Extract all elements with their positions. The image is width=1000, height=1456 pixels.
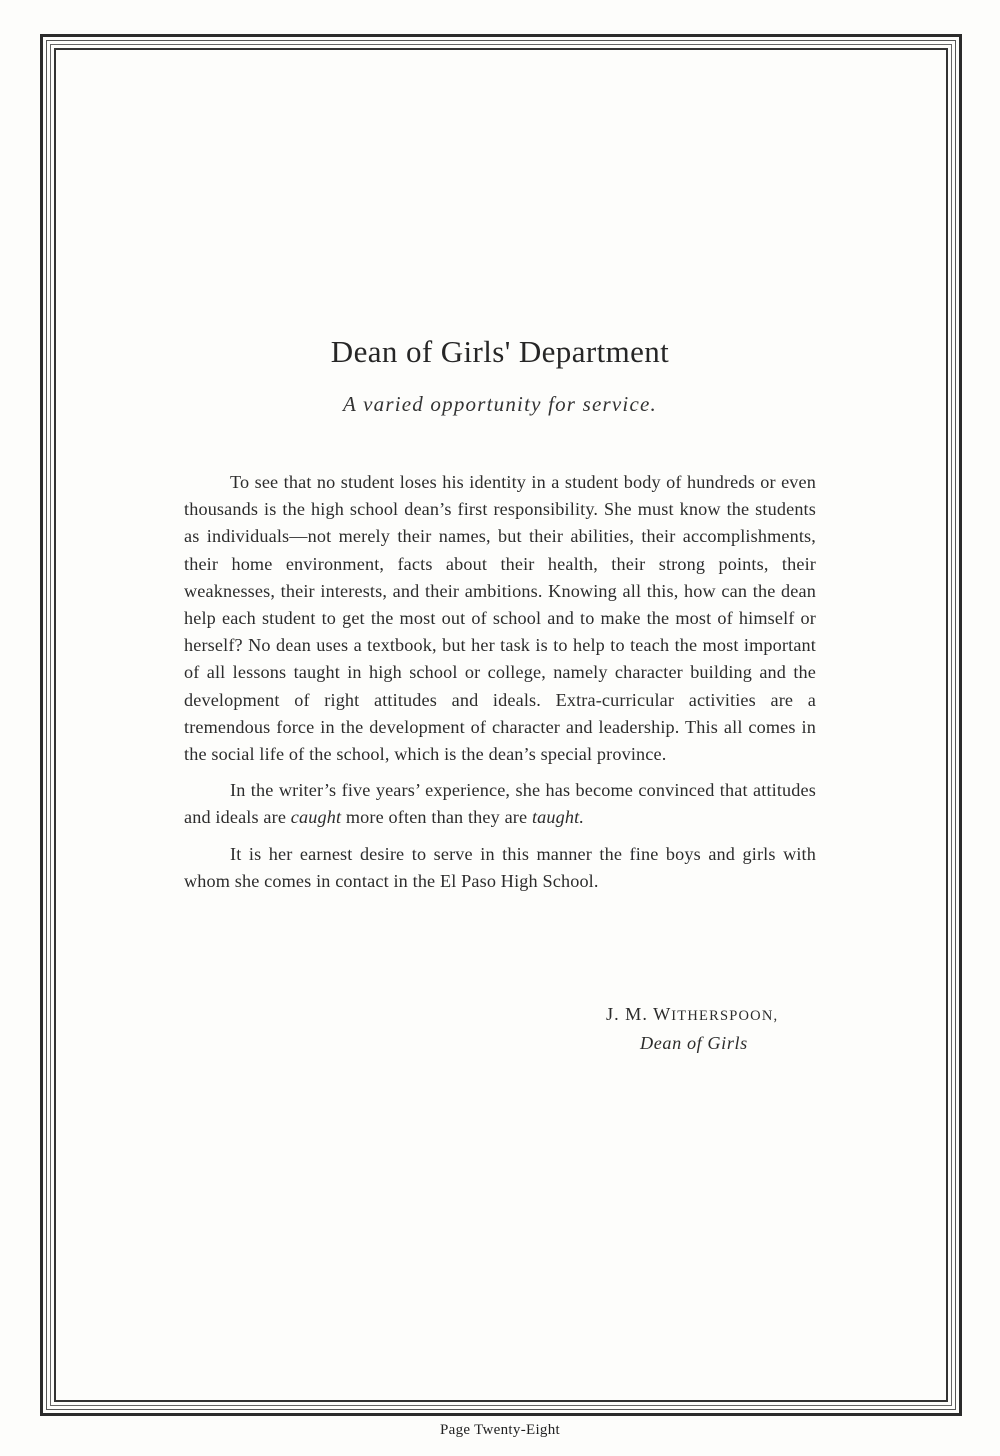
paragraph bbox=[184, 469, 816, 768]
paragraph-text: In the writer’s five years’ experience, she has become convinced that attitudes and ideals are bbox=[184, 780, 816, 828]
signature-initials: J. M. W bbox=[606, 1004, 672, 1024]
signature-surname: ITHERSPOON, bbox=[671, 1008, 779, 1024]
paragraph-text: It is her earnest desire to serve in this manner the fine boys and girls with whom she comes in contact in the El Paso High School. bbox=[184, 843, 816, 891]
page-number: Page Twenty-Eight bbox=[439, 1422, 560, 1438]
page-subtitle: A varied opportunity for service. bbox=[343, 392, 657, 416]
paragraph bbox=[184, 777, 816, 831]
emphasis-text: taught. bbox=[531, 807, 585, 828]
article-body bbox=[184, 469, 816, 904]
paragraph bbox=[184, 841, 816, 895]
paragraph-text: To see that no student loses his identity in a student body of hundreds or even thousands is the high school dean’s first responsibility. She must know the students as individuals—not merely their names, but their abilities, their accomplishments, their home environment, facts about their health, their strong points, their weaknesses, their interests, and their ambitions. Knowing all this, how can the dean help each student to get the most out of school and to make the most of himself or herself? No dean uses a textbook, but her task is to help to teach the most important of all lessons taught in high school or college, namely character building and the development of right attitudes and ideals. Extra-curricular activities are a tremendous force in the development of character and leadership. This all comes in the social life of the school, which is the dean’s special province. bbox=[184, 472, 816, 765]
signature-title: Dean of Girls bbox=[640, 1033, 748, 1053]
page-title: Dean of Girls' Department bbox=[330, 334, 670, 369]
emphasis-text: caught bbox=[290, 807, 342, 828]
paragraph-text: more often than they are bbox=[341, 807, 532, 828]
signature-block bbox=[606, 1001, 778, 1057]
signature-name bbox=[606, 1001, 778, 1030]
